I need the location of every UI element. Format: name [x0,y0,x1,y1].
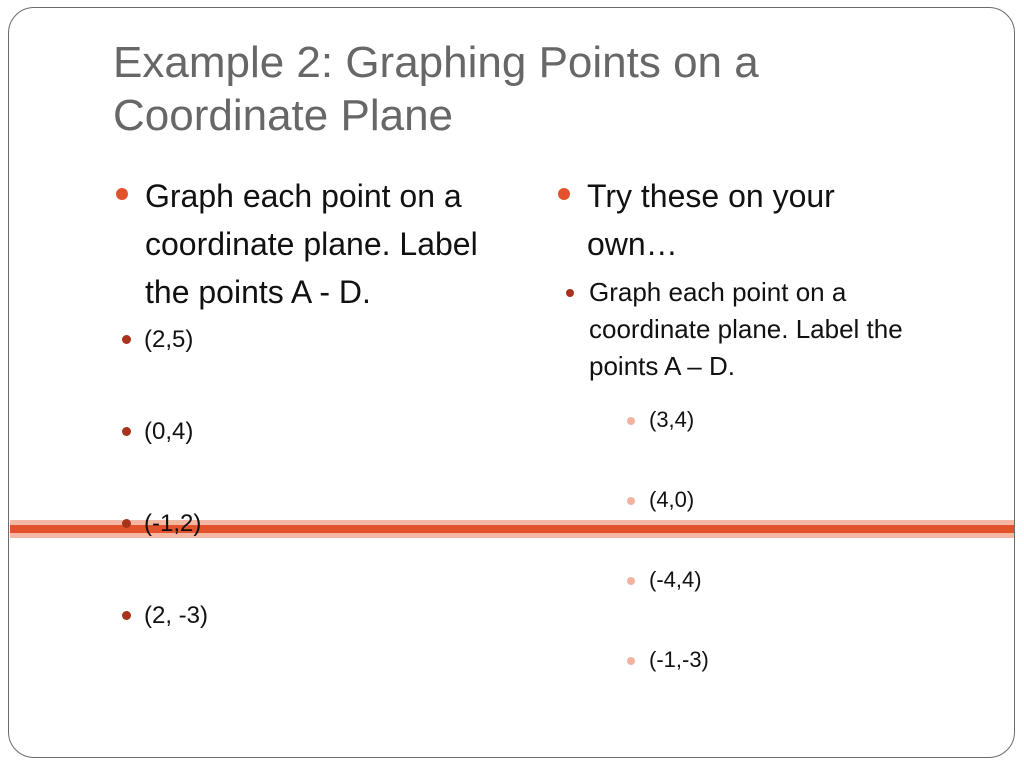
right-main-bullet-text: Try these on your own… [587,178,835,262]
bullet-icon [627,417,635,425]
left-point-2 [114,414,524,450]
right-point-text: (4,0) [649,487,695,512]
bullet-icon [122,519,131,528]
right-point-4 [556,645,976,675]
right-sub-bullet [556,274,959,385]
left-point-text: (2, -3) [144,602,209,629]
left-main-bullet-text: Graph each point on a coordinate plane. Label the points A - D. [145,178,478,310]
right-main-bullet [556,172,927,268]
right-point-1 [556,405,976,435]
right-point-text: (-1,-3) [649,647,709,672]
left-point-text: (2,5) [144,326,194,353]
bullet-icon [116,188,128,200]
right-point-3 [556,565,976,595]
bullet-icon [627,657,635,665]
slide-title: Example 2: Graphing Points on a Coordinate Plane [113,38,759,140]
left-point-4 [114,598,524,634]
left-point-text: (0,4) [144,418,194,445]
right-point-text: (3,4) [649,407,695,432]
right-column [556,172,976,725]
bullet-icon [122,611,131,620]
left-point-3 [114,506,524,542]
left-point-1 [114,322,524,358]
left-main-bullet [114,172,524,316]
bullet-icon [566,289,574,297]
left-column [114,172,524,690]
bullet-icon [122,335,131,344]
bullet-icon [122,427,131,436]
right-sub-bullet-text: Graph each point on a coordinate plane. Label the points A – D. [589,277,903,381]
right-point-2 [556,485,976,515]
right-point-text: (-4,4) [649,567,702,592]
bullet-icon [558,188,570,200]
bullet-icon [627,497,635,505]
left-point-text: (-1,2) [144,510,202,537]
bullet-icon [627,577,635,585]
